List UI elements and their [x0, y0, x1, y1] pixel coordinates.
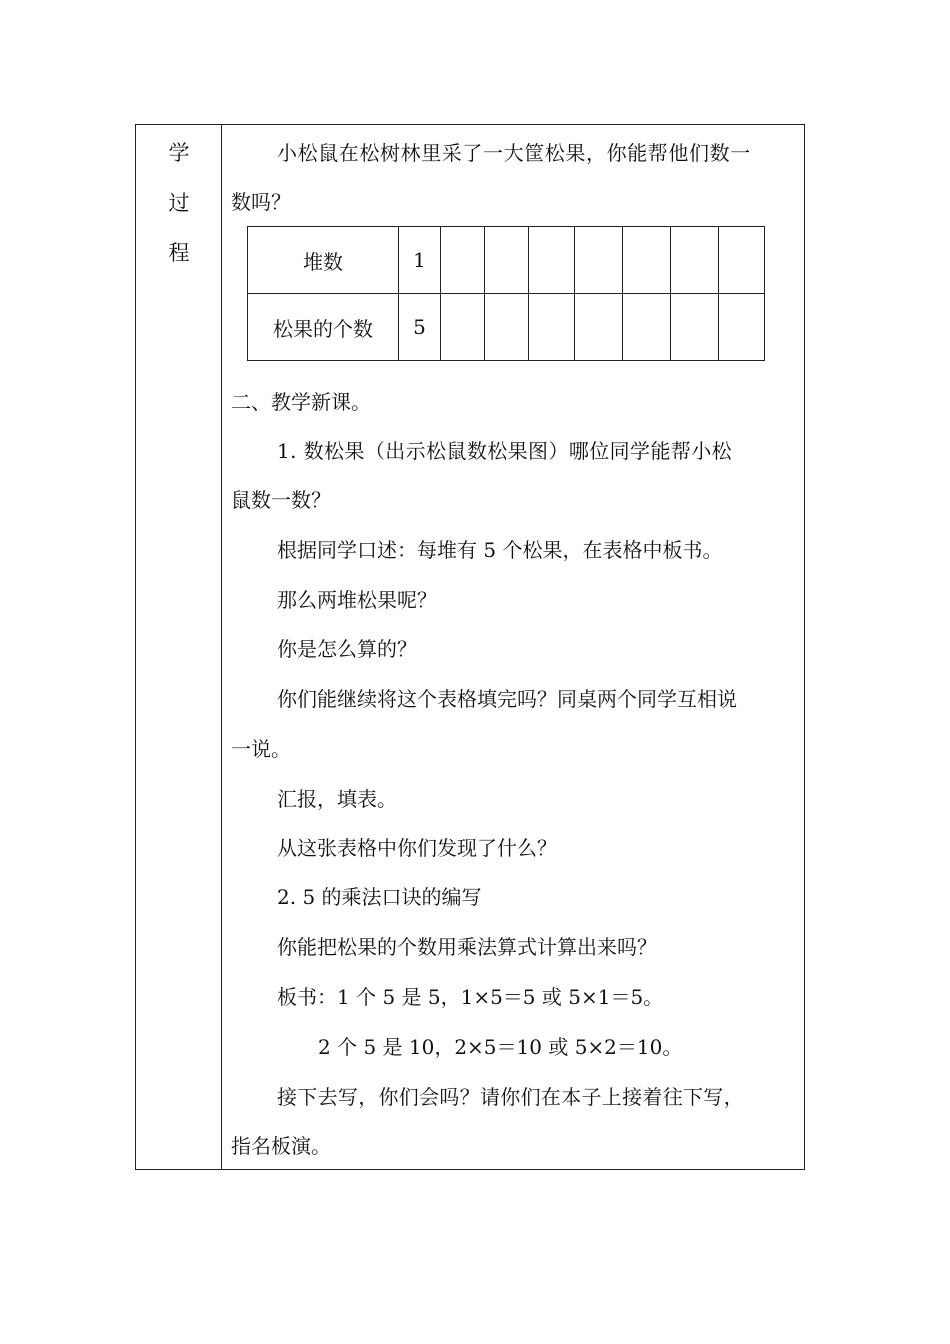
body-line: 那么两堆松果呢？: [277, 588, 437, 612]
blackboard-line: 板书：1 个 5 是 5，1×5＝5 或 5×1＝5。: [277, 985, 664, 1009]
body-line: 一说。: [231, 737, 291, 761]
body-line: 汇报，填表。: [277, 787, 397, 811]
section-label-char: 程: [168, 241, 190, 265]
body-line: 从这张表格中你们发现了什么？: [277, 836, 557, 860]
intro-line-2: 数吗？: [231, 190, 291, 214]
table-cell: [529, 294, 575, 361]
table-cell: [441, 227, 485, 294]
intro-line-1: 小松鼠在松树林里采了一大筐松果，你能帮他们数一: [277, 141, 751, 165]
table-cell: 1: [399, 227, 441, 294]
section-label-column: [136, 125, 222, 1169]
row-header: 堆数: [248, 227, 399, 294]
table-cell: [529, 227, 575, 294]
body-line: 根据同学口述：每堆有 5 个松果，在表格中板书。: [277, 538, 723, 562]
table-cell: [485, 294, 529, 361]
table-cell: [575, 294, 623, 361]
section-label-char: 过: [168, 191, 190, 215]
body-line: 接下去写，你们会吗？请你们在本子上接着往下写，: [277, 1085, 744, 1109]
table-cell: [623, 227, 671, 294]
table-cell: [485, 227, 529, 294]
section-label-char: 学: [168, 141, 190, 165]
table-cell: [441, 294, 485, 361]
blackboard-line: 2 个 5 是 10，2×5＝10 或 5×2＝10。: [318, 1035, 683, 1059]
table-cell: [671, 294, 719, 361]
row-header: 松果的个数: [248, 294, 399, 361]
pinecone-count-table: [247, 226, 765, 361]
body-line: 鼠数一数？: [231, 488, 331, 512]
table-row: [248, 227, 765, 294]
table-cell: [575, 227, 623, 294]
body-line: 1. 数松果（出示松鼠数松果图）哪位同学能帮小松: [277, 439, 733, 463]
section-heading: 二、教学新课。: [231, 390, 371, 414]
table-cell: [719, 294, 765, 361]
table-cell: [623, 294, 671, 361]
section-subheading: 2. 5 的乘法口诀的编写: [277, 885, 482, 909]
body-line: 你们能继续将这个表格填完吗？同桌两个同学互相说: [277, 687, 737, 711]
table-cell: [719, 227, 765, 294]
body-line: 指名板演。: [231, 1134, 331, 1158]
table-cell: [671, 227, 719, 294]
table-cell: 5: [399, 294, 441, 361]
body-line: 你能把松果的个数用乘法算式计算出来吗？: [277, 935, 657, 959]
table-row: [248, 294, 765, 361]
body-line: 你是怎么算的？: [277, 637, 417, 661]
